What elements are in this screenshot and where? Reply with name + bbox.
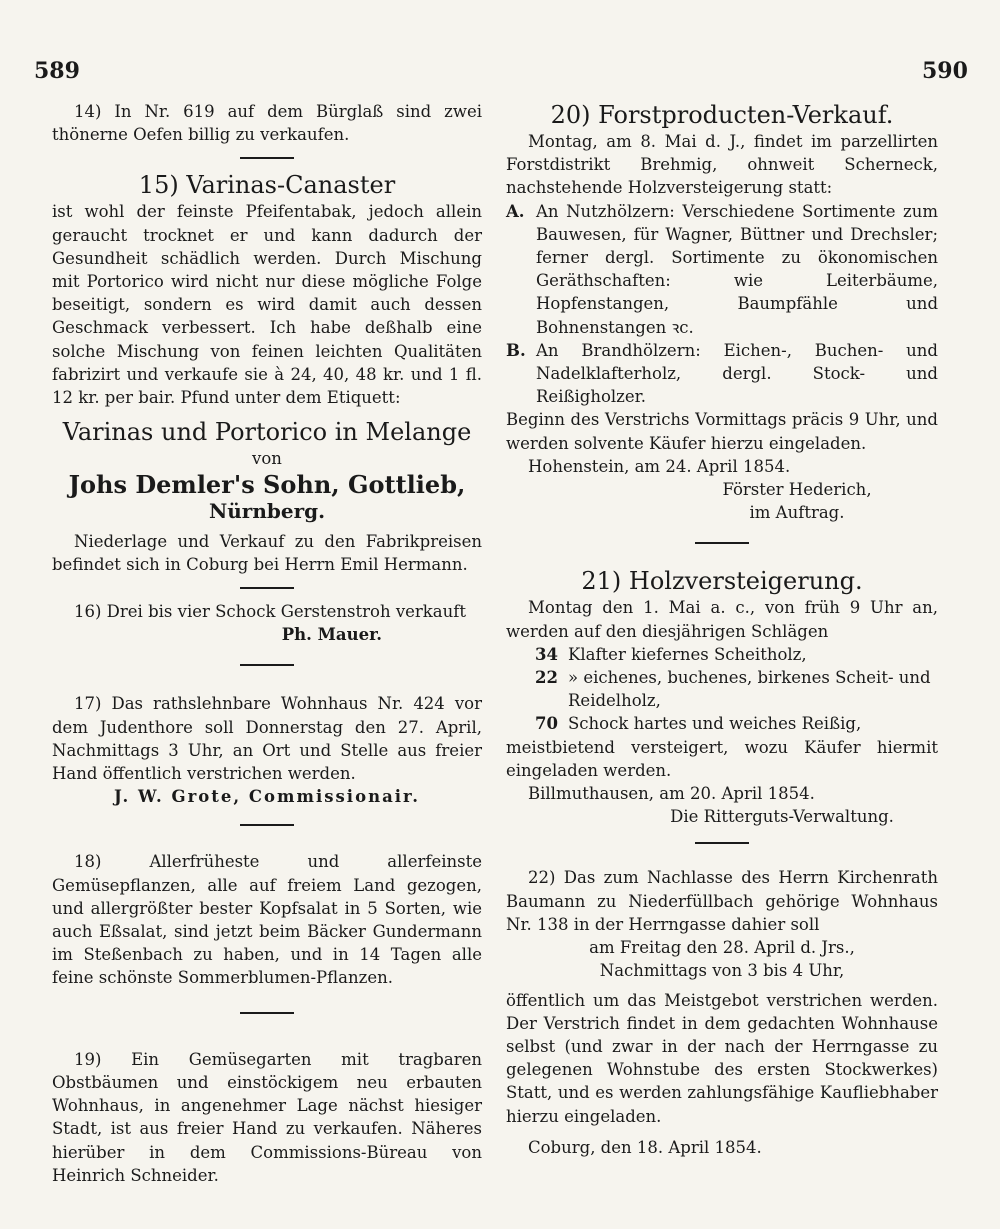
notice-17-signature: J. W. Grote, Commissionair. (114, 787, 420, 807)
notice-21-lot-3 (506, 712, 938, 735)
notice-21-intro: Montag den 1. Mai a. c., von früh 9 Uhr an, werden auf den diesjährigen Schlägen (506, 598, 938, 641)
notice-15-von: von (252, 449, 282, 469)
notice-20-item-b (506, 339, 938, 409)
divider (240, 587, 294, 589)
notice-14: 14) In Nr. 619 auf dem Bürglaß sind zwei thönerne Oefen billig zu verkaufen. (52, 102, 482, 145)
lot-description: » eichenes, buchenes, birkenes Scheit- und Reidelholz, (568, 668, 931, 711)
page-number-left: 589 (34, 58, 80, 84)
notice-21-tail: meistbietend versteigert, wozu Käufer hiermit eingeladen werden. (506, 737, 938, 780)
divider (240, 1012, 294, 1014)
notice-16-signature: Ph. Mauer. (281, 625, 382, 645)
notice-20-begin: Beginn des Verstrichs Vormittags präcis 9 Uhr, und werden solvente Käufer hierzu eingeladen. (506, 410, 938, 453)
lot-quantity: 22 (535, 668, 558, 688)
lot-description: Schock hartes und weiches Reißig, (568, 714, 862, 734)
notice-21-lot-1 (506, 643, 938, 666)
item-key: B. (506, 340, 526, 360)
notice-21-date: Billmuthausen, am 20. April 1854. (528, 784, 815, 804)
notice-20-signature-role: im Auftrag. (749, 503, 845, 523)
notice-19: 19) Ein Gemüsegarten mit tragbaren Obstbäumen und einstöckigem neu erbauten Wohnhaus, in angenehmer Lage nächst hiesiger Stadt, ist aus freier Hand zu verkaufen. Näheres hierüber in dem Commissions-Büreau von Heinrich Schneider. (52, 1049, 482, 1185)
notice-15-heading: 15) Varinas-Canaster (138, 171, 396, 200)
lot-quantity: 70 (535, 714, 558, 734)
notice-22-date: Coburg, den 18. April 1854. (528, 1137, 762, 1157)
item-text: An Nutzhölzern: Verschiedene Sortimente zum Bauwesen, für Wagner, Büttner und Drechsler; ferner dergl. Sortimente zu ökonomischen Geräthschaften: wie Leiterbäume, Hopfenstangen, Baumpfähle und Bohnenstangen ꝛc. (536, 201, 938, 337)
right-column (506, 100, 938, 1159)
divider (240, 664, 294, 666)
lot-description: Klafter kiefernes Scheitholz, (568, 644, 807, 664)
divider (695, 542, 749, 544)
notice-15-brand: Varinas und Portorico in Melange (62, 418, 472, 447)
notice-21-signature: Die Ritterguts-Verwaltung. (670, 807, 894, 827)
notice-22-when-time: Nachmittags von 3 bis 4 Uhr, (599, 961, 845, 981)
notice-15-city: Nürnberg. (208, 499, 326, 524)
notice-22-rest: öffentlich um das Meistgebot verstrichen werden. Der Verstrich findet in dem gedachten Wohnhause selbst (und zwar in der nach der Herrngasse zu gelegenen Wohnstube des ersten Stockwerkes) Statt, und es werden zahlungsfähige Kaufliebhaber hierzu eingeladen. (506, 990, 938, 1126)
notice-16: 16) Drei bis vier Schock Gerstenstroh verkauft (74, 602, 467, 622)
notice-21-lot-2 (506, 666, 938, 712)
notice-21-heading: 21) Holzversteigerung. (581, 567, 863, 596)
notice-20-item-a (506, 200, 938, 339)
left-column (52, 100, 482, 1187)
notice-22: 22) Das zum Nachlasse des Herrn Kirchenrath Baumann zu Niederfüllbach gehörige Wohnhaus Nr. 138 in der Herrngasse dahier soll (506, 868, 938, 934)
notice-20-intro: Montag, am 8. Mai d. J., findet im parzellirten Forstdistrikt Brehmig, ohnweit Scherneck, nachstehende Holzversteigerung statt: (506, 132, 938, 198)
notice-17: 17) Das rathslehnbare Wohnhaus Nr. 424 vor dem Judenthore soll Donnerstag den 27. April, Nachmittags 3 Uhr, an Ort und Stelle aus freier Hand öffentlich verstrichen werden. (52, 694, 482, 784)
page-number-right: 590 (922, 58, 968, 84)
divider (240, 824, 294, 826)
item-key: A. (506, 201, 525, 221)
notice-20-signature: Förster Hederich, (722, 480, 872, 500)
notice-15-depot: Niederlage und Verkauf zu den Fabrikpreisen befindet sich in Coburg bei Herrn Emil Hermann. (52, 531, 482, 574)
item-text: An Brandhölzern: Eichen-, Buchen- und Nadelklafterholz, dergl. Stock- und Reißigholzer. (536, 340, 938, 407)
notice-15-body: ist wohl der feinste Pfeifentabak, jedoch allein geraucht trocknet er und kann dadurch der Gesundheit schädlich werden. Durch Mischung mit Portorico wird nicht nur diese mögliche Folge beseitigt, sondern es wird damit auch dessen Geschmack verbessert. Ich habe deßhalb eine solche Mischung von feinen leichten Qualitäten fabrizirt und verkaufe sie à 24, 40, 48 kr. und 1 fl. 12 kr. per bair. Pfund unter dem Etiquett: (52, 202, 482, 408)
lot-quantity: 34 (535, 644, 558, 664)
notice-20-date: Hohenstein, am 24. April 1854. (528, 456, 791, 476)
divider (240, 157, 294, 159)
divider (695, 842, 749, 844)
notice-20-heading: 20) Forstproducten-Verkauf. (550, 101, 894, 129)
notice-22-when-date: am Freitag den 28. April d. Jrs., (589, 938, 855, 958)
notice-15-firm: Johs Demler's Sohn, Gottlieb, (68, 470, 466, 500)
notice-18: 18) Allerfrüheste und allerfeinste Gemüsepflanzen, alle auf freiem Land gezogen, und allergrößter bester Kopfsalat in 5 Sorten, wie auch Eßsalat, sind jetzt beim Bäcker Gundermann im Steßenbach zu haben, und in 14 Tagen alle feine schönste Sommerblumen-Pflanzen. (52, 852, 482, 988)
